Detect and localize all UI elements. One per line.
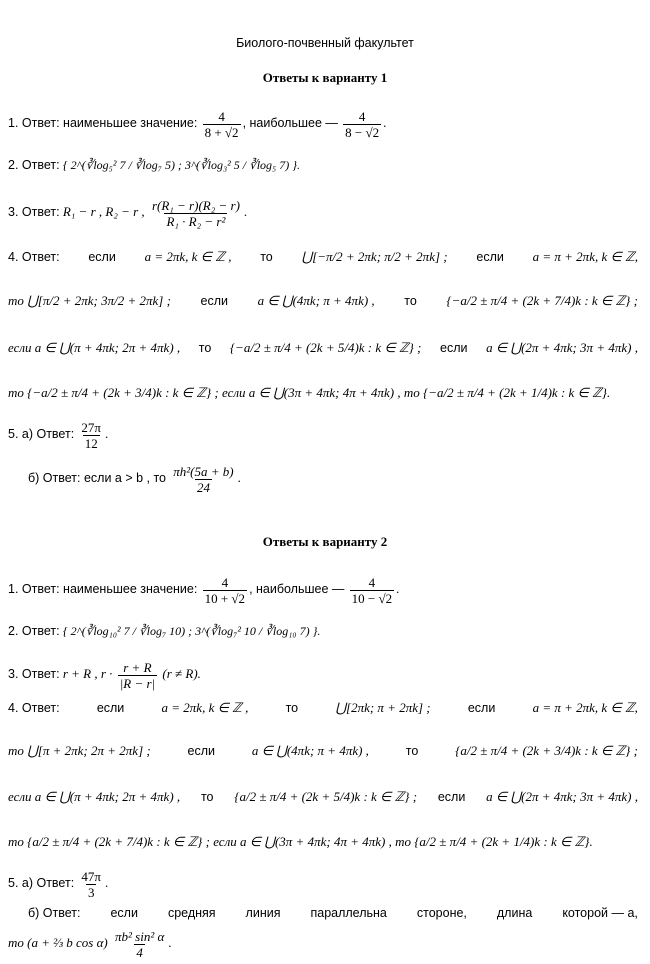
v2-a5b-den: 4: [136, 944, 143, 960]
v2-a4-l1-4: ⋃[2πk; π + 2πk] ;: [335, 700, 431, 715]
v2-a5b-l1-4: параллельна: [310, 906, 387, 920]
v1-a5b-fraction: [171, 464, 235, 495]
v2-a1-min-den: 10 + √2: [204, 590, 246, 606]
v1-a4-l2-4: {−a/2 ± π/4 + (2k + 7/4)k : k ∈ ℤ} ;: [446, 293, 638, 308]
v2-a4-l1-6: a = π + 2πk, k ∈ ℤ,: [532, 700, 638, 715]
v2-a4-l2-2: a ∈ ⋃(4πk; π + 4πk) ,: [251, 743, 369, 758]
v1-a1-prefix: 1. Ответ: наименьшее значение:: [8, 116, 198, 130]
v1-a1-max-num: 4: [358, 108, 366, 124]
v2-a3-fraction: [118, 660, 157, 691]
v2-a4-l1-1: если: [96, 701, 125, 715]
v1-a4-l1-4: ⋃[−π/2 + 2πk; π/2 + 2πk] ;: [301, 249, 448, 264]
v1-answer-3: 3. Ответ: R₁ − r , R₂ − r , $\frac{\text{r(R₁ − r)(R₂ − r)}}{\text{R₁ · R₂ − r²}}$ .: [8, 197, 248, 229]
v1-a4-l1-0: 4. Ответ:: [8, 250, 60, 264]
v2-a5b-l1-6: длина: [496, 906, 533, 920]
v2-a1-mid: , наибольшее —: [249, 582, 345, 596]
v2-answer-4-line-2: [8, 742, 638, 760]
v1-a4-l1-5: если: [476, 250, 504, 264]
v1-a5a-prefix: 5. а) Ответ:: [8, 427, 75, 441]
v1-a4-l3-2: {−a/2 ± π/4 + (2k + 5/4)k : k ∈ ℤ} ;: [229, 340, 422, 355]
v1-a1-min-den: 8 + √2: [204, 124, 239, 140]
v2-a5a-num: 47π: [81, 868, 101, 884]
v1-a4-l1-1: если: [88, 250, 116, 264]
v2-a4-l1-0: 4. Ответ:: [8, 701, 60, 715]
v1-a5b-num: πh²(5a + b): [173, 463, 234, 479]
v2-a4-l1-2: a = 2πk, k ∈ ℤ ,: [161, 700, 249, 715]
v2-a5b-l1-3: линия: [245, 906, 281, 920]
v2-a1-max-den: 10 − √2: [351, 590, 393, 606]
v1-a4-l2-0: то ⋃[π/2 + 2πk; 3π/2 + 2πk] ;: [8, 293, 171, 308]
v1-a4-l3-1: то: [198, 341, 212, 355]
v1-a4-l1-2: a = 2πk, k ∈ ℤ ,: [144, 249, 232, 264]
v1-a5a-den: 12: [84, 435, 98, 451]
v1-a1-fraction-max: [343, 109, 381, 140]
v2-a3-post: (r ≠ R).: [162, 666, 201, 681]
v1-answer-4-line-1: [8, 248, 638, 266]
v2-a5b-l1-2: средняя: [167, 906, 216, 920]
v1-a3-fraction: [150, 198, 242, 229]
v2-a5a-prefix: 5. а) Ответ:: [8, 876, 75, 890]
v1-answer-5a: 5. а) Ответ: $\frac{27\pi}{12}$ .: [8, 419, 109, 451]
v1-a3-den: R₁ · R₂ − r²: [166, 213, 226, 229]
v1-a4-l1-6: a = π + 2πk, k ∈ ℤ,: [532, 249, 638, 264]
v2-a1-max-num: 4: [368, 574, 376, 590]
v1-answer-4-line-3: [8, 339, 638, 357]
v2-answer-4-line-4: то {a/2 ± π/4 + (2k + 7/4)k : k ∈ ℤ} ; если a ∈ ⋃(3π + 4πk; 4π + 4πk) , то {a/2 ± π/4 + (2k + 1/4)k : k ∈ ℤ}.: [8, 834, 593, 849]
v1-a4-l1-3: то: [260, 250, 273, 264]
v2-a1-fraction-max: [350, 575, 394, 606]
v2-a1-fraction-min: [203, 575, 247, 606]
v2-answer-4-line-1: [8, 699, 638, 717]
v2-answer-5a: 5. а) Ответ: $\frac{47\pi}{3}$ .: [8, 868, 109, 900]
v2-answer-1: 1. Ответ: наименьшее значение: $\frac{4}{10 + √2}$ , наибольшее — $\frac{4}{10 - √2}$ .: [8, 574, 400, 606]
v1-a1-mid: , наибольшее —: [242, 116, 338, 130]
v1-a3-expr: R₁ − r , R₂ − r ,: [62, 204, 145, 219]
v2-a5b-l1-7: которой — a,: [562, 906, 638, 920]
v1-a4-l3-0: если a ∈ ⋃(π + 4πk; 2π + 4πk) ,: [8, 340, 181, 355]
v2-a3-den: |R − r|: [119, 675, 156, 691]
v2-answer-5b-line-1: [28, 904, 638, 922]
v2-a5a-fraction: [79, 869, 103, 900]
v1-answer-1: 1. Ответ: наименьшее значение: $\frac{4}{8 + √2}$ , наибольшее — $\frac{4}{8 - √2}$ .: [8, 108, 387, 140]
v2-a1-min-num: 4: [221, 574, 229, 590]
variant-2-title: Ответы к варианту 2: [262, 534, 388, 549]
v1-a4-l3-3: если: [440, 341, 468, 355]
v2-a3-num: r + R: [123, 659, 152, 675]
v2-answer-3: [8, 656, 638, 692]
v2-answer-2: [8, 616, 638, 646]
v1-a5b-den: 24: [196, 479, 210, 495]
v2-a3-expr: r + R , r ·: [62, 666, 113, 681]
v2-a4-l1-5: если: [467, 701, 496, 715]
v1-a5a-fraction: [79, 420, 103, 451]
v2-a5b-fraction: [113, 929, 166, 960]
v1-a1-max-den: 8 − √2: [345, 124, 380, 140]
v2-a5a-den: 3: [87, 884, 95, 900]
v2-a4-l3-0: если a ∈ ⋃(π + 4πk; 2π + 4πk) ,: [8, 789, 181, 804]
v2-a4-l1-3: то: [285, 701, 299, 715]
v1-answer-4-line-2: [8, 292, 638, 310]
v2-a5b-l1-5: стороне,: [416, 906, 467, 920]
v2-a4-l3-3: если: [437, 790, 466, 804]
v1-answer-5b: б) Ответ: если a > b , то $\frac{\text{πh²(5a + b)}}{24}$ .: [28, 463, 241, 495]
v1-a4-l2-3: то: [404, 294, 417, 308]
v1-a3-prefix: 3. Ответ:: [8, 205, 60, 219]
v2-a5b-l1-1: если: [110, 906, 138, 920]
v1-answer-2: [8, 150, 638, 180]
v2-a2-set: { 2^(∛log₁₀² 7 / ∛log₇ 10) ; 3^(∛log₇² 10 / ∛log₁₀ 7) }.: [62, 624, 321, 638]
v1-a3-num: r(R₁ − r)(R₂ − r): [151, 197, 240, 213]
v1-a4-l2-2: a ∈ ⋃(4πk; π + 4πk) ,: [257, 293, 375, 308]
faculty-header: Биолого-почвенный факультет: [236, 36, 414, 50]
v2-a4-l3-4: a ∈ ⋃(2π + 4πk; 3π + 4πk) ,: [486, 789, 638, 804]
v2-a4-l2-4: {a/2 ± π/4 + (2k + 3/4)k : k ∈ ℤ} ;: [455, 743, 638, 758]
v1-a4-l2-1: если: [200, 294, 229, 308]
v1-a1-min-num: 4: [218, 108, 225, 124]
v1-answer-4-line-4: то {−a/2 ± π/4 + (2k + 3/4)k : k ∈ ℤ} ; если a ∈ ⋃(3π + 4πk; 4π + 4πk) , то {−a/2 ± π/4 + (2k + 1/4)k : k ∈ ℤ}.: [8, 385, 611, 400]
v2-answer-4-line-3: [8, 788, 638, 806]
variant-1-title: Ответы к варианту 1: [262, 70, 388, 85]
v2-a5b-l2-prefix: то (a + ⅔ b cos α): [8, 935, 108, 950]
v1-a1-fraction-min: [203, 109, 241, 140]
v1-a2-set: { 2^(∛log₅² 7 / ∛log₇ 5) ; 3^(∛log₃² 5 / ∛log₅ 7) }.: [62, 158, 301, 172]
v2-a1-prefix: 1. Ответ: наименьшее значение:: [8, 582, 198, 596]
v2-answer-5b-line-2: то (a + ⅔ b cos α) $\frac{\text{πb² sin² α}}{4}$ .: [8, 928, 172, 960]
v2-a5b-l1-0: б) Ответ:: [28, 906, 81, 920]
v1-a5a-num: 27π: [81, 419, 101, 435]
v1-a5b-prefix: б) Ответ: если a > b , то: [28, 471, 167, 485]
v2-a4-l3-2: {a/2 ± π/4 + (2k + 5/4)k : k ∈ ℤ} ;: [234, 789, 418, 804]
v2-a4-l2-1: если: [187, 744, 216, 758]
v2-a2-prefix: 2. Ответ:: [8, 624, 60, 638]
v2-a5b-num: πb² sin² α: [114, 928, 165, 944]
v1-a2-prefix: 2. Ответ:: [8, 158, 60, 172]
v2-a4-l2-0: то ⋃[π + 2πk; 2π + 2πk] ;: [8, 743, 151, 758]
v2-a4-l2-3: то: [405, 744, 419, 758]
v1-a4-l3-4: a ∈ ⋃(2π + 4πk; 3π + 4πk) ,: [486, 340, 638, 355]
v2-a3-prefix: 3. Ответ:: [8, 667, 60, 681]
v2-a4-l3-1: то: [200, 790, 214, 804]
